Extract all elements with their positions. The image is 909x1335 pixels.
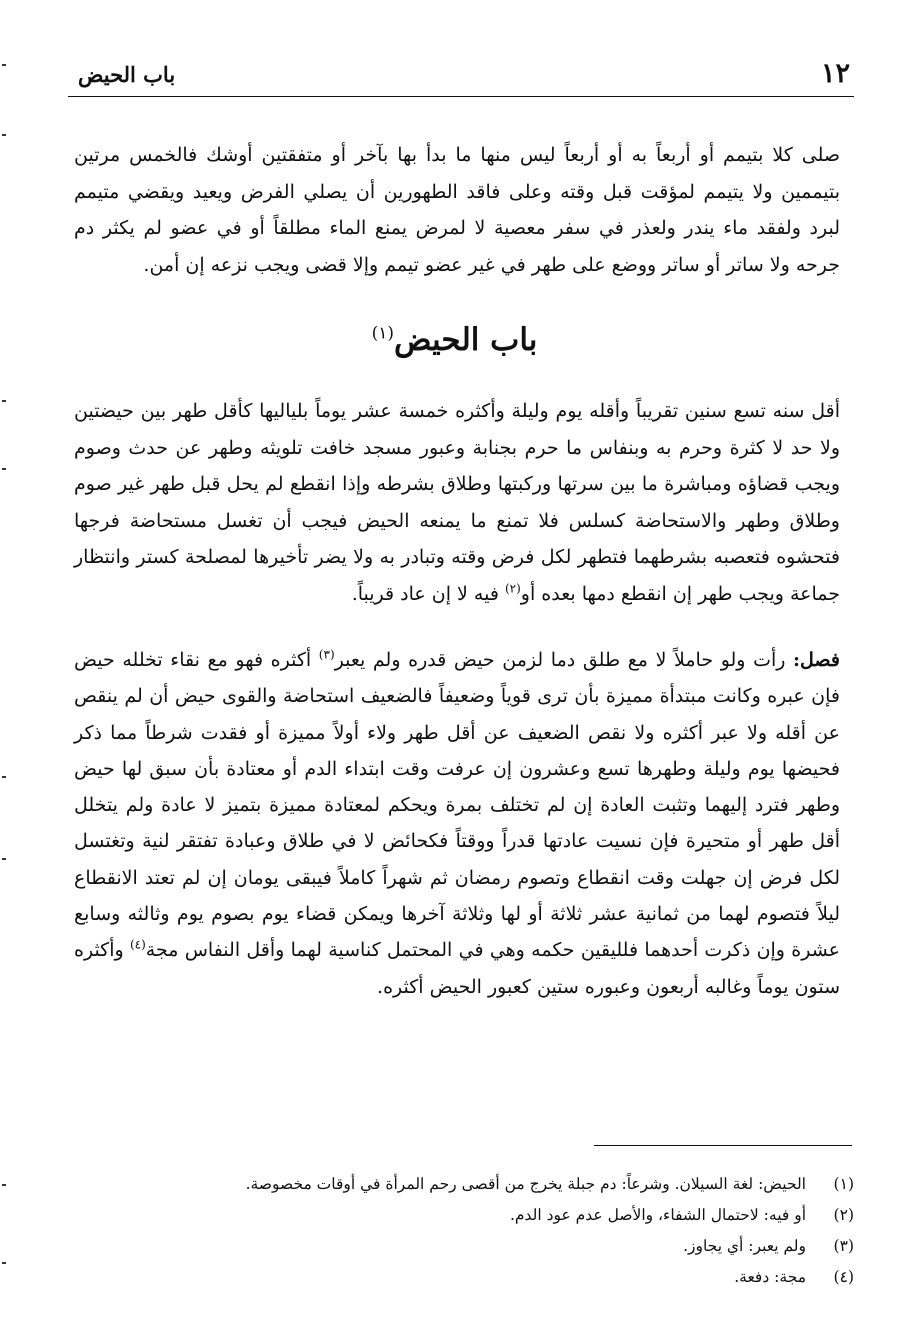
scan-mark (2, 64, 6, 66)
chapter-heading (0, 322, 909, 358)
paragraph-text: أقل سنه تسع سنين تقريباً وأقله يوم وليلة وأكثره خمسة عشر يوماً بلياليها كأقل طهر بين حيضتين ولا حد لا كثرة وحرم به وبنفاس ما حرم بجنابة وعبور مسجد خافت تلويثه وطهر عن حدث وصوم ويجب قضاؤه ومباشرة ما بين سرتها وركبتها وطلاق بشرطه وإذا انقطع لم يحل قبل طهر غير صوم وطلاق وطهر والاستحاضة كسلس فلا تمنع ما يمنعه الحيض فيجب أن تغسل مستحاضة فرجها فتحشوه فتعصبه بشرطهما فتطهر لكل فرض وقته وتبادر به ولا يضر تأخيرها لمصلحة كستر وانتظار جماعة ويجب طهر إن انقطع دمها بعده أو (74, 400, 840, 605)
footnote (120, 1230, 854, 1261)
footnote-text: الحيض: لغة السيلان. وشرعاً: دم جبلة يخرج من أقصى رحم المرأة في أوقات مخصوصة. (245, 1174, 806, 1193)
footnote-separator (594, 1145, 852, 1146)
chapter-footnote-ref: (١) (371, 323, 394, 344)
paragraph-text: فيه لا إن عاد قريباً. (351, 582, 505, 605)
scan-mark (2, 468, 6, 470)
page-header (68, 56, 854, 97)
footnotes (120, 1168, 854, 1292)
footnote-text: مجة: دفعة. (734, 1267, 806, 1286)
scan-mark (2, 1262, 6, 1264)
footnote-number: (٢) (833, 1205, 854, 1224)
scan-mark (2, 858, 6, 860)
footnote (120, 1261, 854, 1292)
footnote-ref: (٤) (129, 938, 146, 953)
scan-mark (2, 1184, 6, 1186)
footnote-number: (٣) (833, 1236, 854, 1255)
chapter-title: باب الحيض (393, 322, 538, 358)
footnote-number: (٤) (833, 1267, 854, 1286)
footnote-ref: (٣) (318, 647, 335, 662)
continued-paragraph: صلى كلا بتيمم أو أربعاً به أو أربعاً ليس منها ما بدأ بها بآخر أو متفقتين أوشك فالخمس مرتين بتيممين ولا يتيمم لمؤقت قبل وقته وعلى فاقد الطهورين أن يصلي الفرض ويعيد ويقضي متيمم لبرد ولفقد ماء يندر ولعذر في سفر معصية لا لمرض يمنع الماء مطلقاً أو في عضو لم يكثر دم جرحه ولا ساتر أو ساتر ووضع على طهر في غير عضو تيمم وإلا قضى ويجب نزعه إن أمن. (74, 144, 840, 276)
scan-mark (2, 400, 6, 402)
footnote (120, 1199, 854, 1230)
paragraph-text: رأت ولو حاملاً لا مع طلق دما لزمن حيض قدره ولم يعبر (334, 649, 794, 671)
footnote-ref: (٢) (504, 581, 521, 596)
running-title: باب الحيض (78, 62, 176, 87)
page-number: ١٢ (820, 58, 850, 89)
section-paragraph (74, 642, 840, 1005)
paragraph-text: أكثره فهو مع نقاء تخلله حيض فإن عبره وكانت مبتدأة مميزة بأن ترى قوياً وضعيفاً فالضعيف استحاضة والقوى حيض أن لم ينقص عن أقله ولا عبر أكثره ولا نقص الضعيف عن أقل طهر ولاء أولاً مميزة أو فقدت شرطاً مما ذكر فحيضها يوم وليلة وطهرها تسع وعشرون إن عرفت وقت ابتداء الدم أو معتادة بأن سبق لها حيض وطهر فترد إليهما وتثبت العادة إن لم تختلف بمرة ويحكم لمعتادة مميزة بتميز لا عادة ولم يتخلل أقل طهر أو متحيرة فإن نسيت عادتها قدراً ووقتاً فكحائض لا في طلاق وعبادة تفتقر لنية وتغتسل لكل فرض إن جهلت وقت انقطاع وتصوم رمضان ثم شهراً كاملاً فيبقى يومان إن لم تعتد الانقطاع ليلاً فتصوم لهما من ثمانية عشر ثلاثة أو لها وثلاثة آخرها ويمكن قضاء يوم بصوم يوم وثالثه وسابع عشرة وإن ذكرت أحدهما فلليقين حكمه وهي في المحتمل كناسية لهما وأقل النفاس مجة (74, 649, 840, 962)
footnote-text: ولم يعبر: أي يجاوز. (683, 1236, 806, 1255)
footnote-number: (١) (833, 1174, 854, 1193)
chapter-paragraph (74, 393, 840, 612)
paragraph-text: وأكثره ستون يوماً وغالبه أربعون وعبوره ستين كعبور الحيض أكثره. (74, 939, 840, 998)
footnote (120, 1168, 854, 1199)
footnote-text: أو فيه: لاحتمال الشفاء، والأصل عدم عود الدم. (509, 1205, 806, 1224)
section-label: فصل: (793, 649, 840, 671)
scan-mark (2, 134, 6, 136)
scan-mark (2, 776, 6, 778)
